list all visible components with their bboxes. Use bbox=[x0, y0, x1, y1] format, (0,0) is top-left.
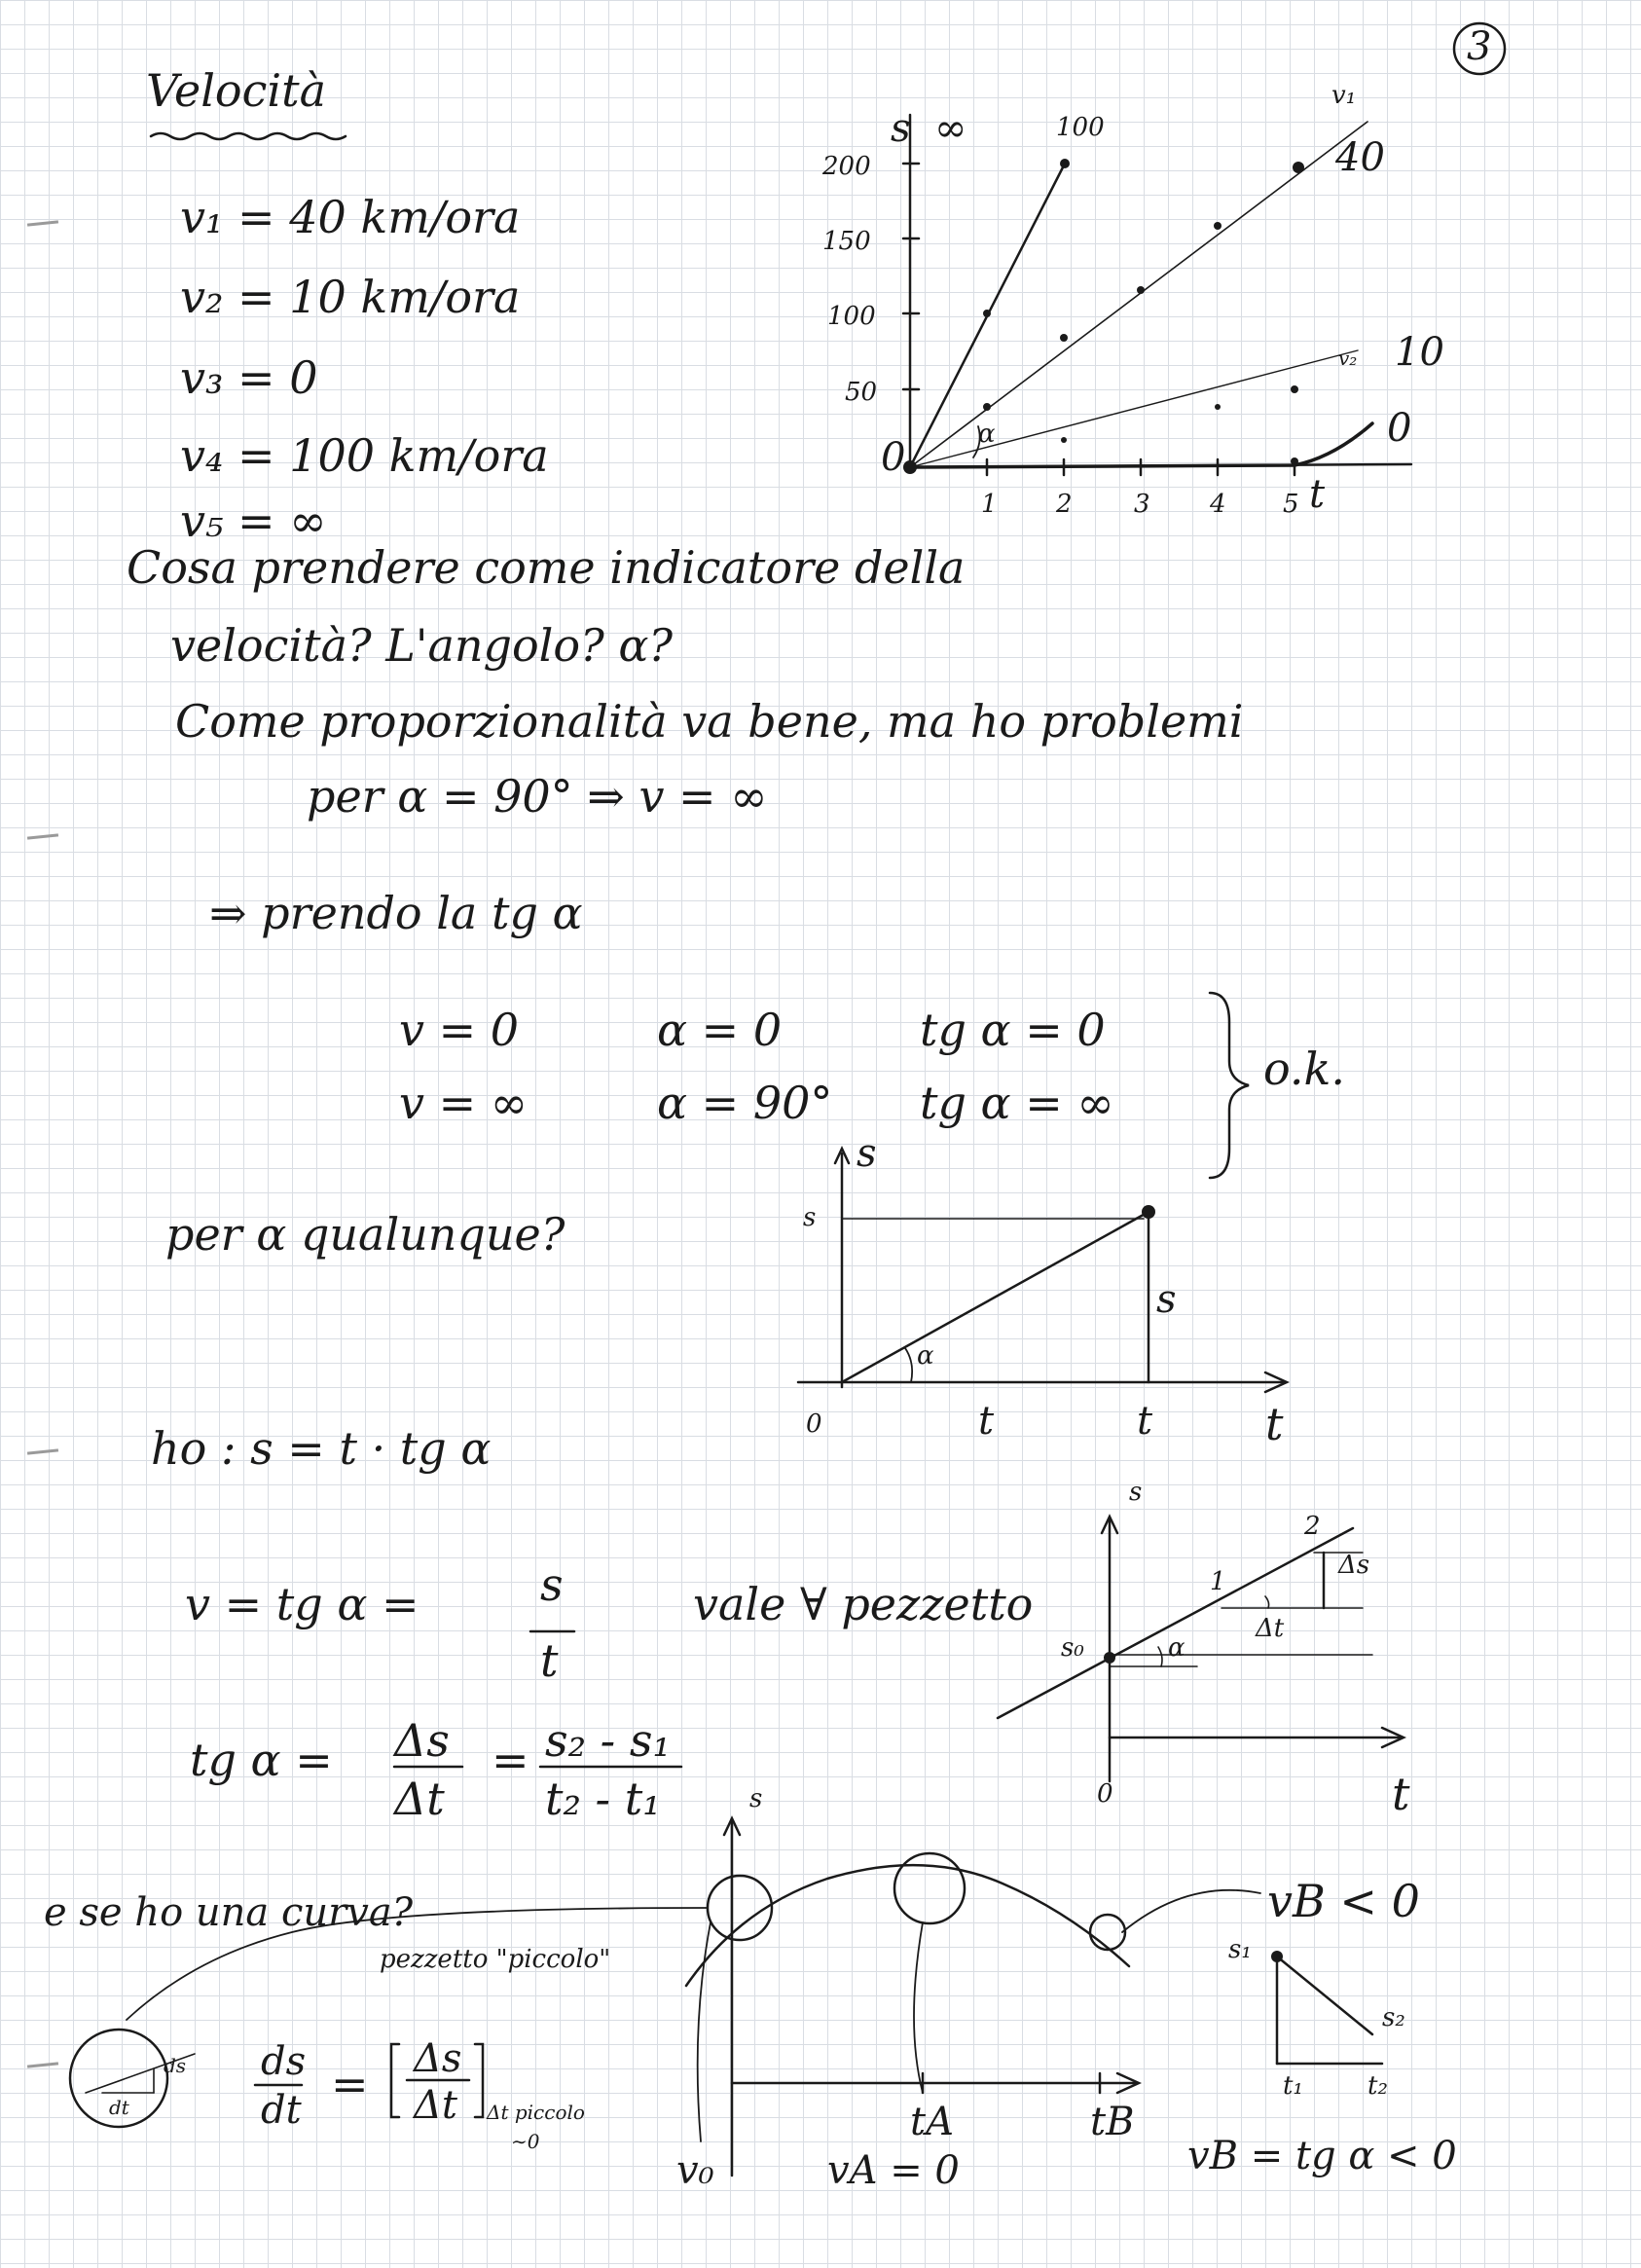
bracket-ds: Δs bbox=[414, 2036, 462, 2081]
chart4-curve bbox=[686, 1865, 1129, 1986]
chart1-ytick: 200 bbox=[822, 152, 871, 181]
t2-label: t₂ bbox=[1368, 2071, 1388, 2101]
chart3-s0: s₀ bbox=[1061, 1633, 1084, 1663]
eq-sign: = bbox=[331, 2058, 369, 2110]
title-underline bbox=[151, 133, 346, 139]
ds-num: ds bbox=[261, 2039, 307, 2084]
question-line: Cosa prendere come indicatore della bbox=[127, 541, 966, 594]
chart1-xtick: 4 bbox=[1210, 490, 1226, 519]
vB-equals-tg: vB = tg α < 0 bbox=[1187, 2134, 1457, 2178]
circle-v0 bbox=[708, 1876, 772, 1940]
table-cell: tg α = 0 bbox=[920, 1004, 1106, 1056]
velocity-item: v₅ = ∞ bbox=[180, 494, 327, 547]
circle-vB bbox=[1090, 1915, 1125, 1950]
chart2-s-tick: s bbox=[803, 1203, 817, 1232]
formula-v-num: s bbox=[540, 1558, 564, 1611]
chart1-xtick: 2 bbox=[1056, 490, 1073, 519]
table-cell: α = 0 bbox=[657, 1004, 783, 1056]
table-cell: α = 90° bbox=[657, 1077, 833, 1129]
table-cell: tg α = ∞ bbox=[920, 1077, 1114, 1129]
chart3-angle-arc bbox=[1265, 1596, 1269, 1608]
formula-v-den: t bbox=[540, 1634, 559, 1687]
chart1-xtick: 3 bbox=[1134, 490, 1150, 519]
chart3-p2: 2 bbox=[1304, 1512, 1321, 1541]
chart2-t-mid: t bbox=[978, 1399, 995, 1444]
chart1-xtick: 5 bbox=[1283, 490, 1299, 519]
line-label-100: 100 bbox=[1056, 113, 1105, 142]
formula-vale: vale ∀ pezzetto bbox=[693, 1578, 1034, 1630]
v1-label: v₁ bbox=[1331, 81, 1357, 110]
question-line: Come proporzionalità va bene, ma ho problemi bbox=[175, 695, 1244, 748]
chart2-t-axis-label: t bbox=[1265, 1398, 1284, 1450]
chart2-s-side: s bbox=[1156, 1277, 1177, 1322]
chart3-angle-arc bbox=[1158, 1647, 1162, 1666]
circle-vA bbox=[894, 1853, 965, 1923]
v2-label: v₂ bbox=[1338, 347, 1358, 370]
formula-v: v = tg α = bbox=[185, 1578, 419, 1630]
t1-label: t₁ bbox=[1283, 2071, 1303, 2101]
curve-question: e se ho una curva? bbox=[44, 1890, 414, 1935]
vA-label: vA = 0 bbox=[827, 2148, 960, 2193]
formula-dt: Δt bbox=[394, 1773, 445, 1825]
chart3-line bbox=[998, 1528, 1353, 1718]
page-title: Velocità bbox=[146, 64, 327, 117]
chart2-origin: 0 bbox=[806, 1409, 822, 1439]
chart3-delta-t: Δt bbox=[1256, 1614, 1285, 1643]
formula-s-equals-t-tg: ho : s = t · tg α bbox=[151, 1422, 492, 1475]
line-v1-40 bbox=[910, 122, 1368, 467]
chart1-xtick: 1 bbox=[981, 490, 998, 519]
ok-brace bbox=[1210, 993, 1249, 1178]
chart2-s-axis-label: s bbox=[857, 1131, 877, 1176]
table-cell: v = ∞ bbox=[399, 1077, 529, 1129]
velocity-item: v₄ = 100 km/ora bbox=[180, 429, 549, 482]
line-label-40: 40 bbox=[1335, 135, 1385, 180]
bracket-dt: Δt bbox=[414, 2083, 457, 2128]
tB-label: tB bbox=[1090, 2100, 1135, 2144]
chart3-t-axis-label: t bbox=[1392, 1768, 1410, 1820]
approx-zero: ∼0 bbox=[511, 2130, 540, 2153]
formula-tg: tg α = bbox=[190, 1734, 333, 1786]
chart3-s-axis-label: s bbox=[1129, 1478, 1143, 1507]
chart4-s-axis-label: s bbox=[749, 1784, 763, 1813]
velocity-item: v₁ = 40 km/ora bbox=[180, 191, 521, 243]
velocity-item: v₂ = 10 km/ora bbox=[180, 271, 521, 323]
vB-less-zero: vB < 0 bbox=[1267, 1875, 1420, 1927]
table-cell: v = 0 bbox=[399, 1004, 520, 1056]
formula-s2s1: s₂ - s₁ bbox=[545, 1714, 671, 1767]
v0-label: v₀ bbox=[676, 2148, 714, 2193]
dt-den: dt bbox=[261, 2088, 302, 2133]
chart1-t-label: t bbox=[1309, 472, 1326, 517]
chart1-angle-label: α bbox=[978, 420, 996, 449]
chart2-angle: α bbox=[917, 1341, 934, 1371]
chart3-delta-s: Δs bbox=[1338, 1551, 1370, 1580]
chart1-ytick: 50 bbox=[845, 378, 878, 407]
pezzetto-piccolo: pezzetto "piccolo" bbox=[380, 1945, 611, 1974]
line-label-0: 0 bbox=[1387, 406, 1412, 451]
chart1-ytick: 100 bbox=[827, 302, 876, 331]
question-alpha-any: per α qualunque? bbox=[165, 1208, 565, 1261]
question-line: velocità? L'angolo? α? bbox=[170, 619, 674, 672]
limit-label: Δt piccolo bbox=[487, 2101, 585, 2124]
chart-s-equals-t-tg bbox=[798, 1149, 1287, 1392]
chart1-s-label: s bbox=[891, 106, 911, 151]
chart1-origin: 0 bbox=[881, 435, 906, 480]
line-label-infinity: ∞ bbox=[934, 106, 967, 151]
question-line: per α = 90° ⇒ v = ∞ bbox=[307, 770, 768, 823]
formula-ds: Δs bbox=[394, 1714, 450, 1767]
chart2-line bbox=[842, 1212, 1149, 1382]
chart3-p1: 1 bbox=[1210, 1567, 1226, 1596]
question-line: ⇒ prendo la tg α bbox=[209, 887, 583, 939]
chart3-angle: α bbox=[1168, 1633, 1185, 1663]
velocity-item: v₃ = 0 bbox=[180, 351, 318, 404]
page-number: 3 bbox=[1467, 24, 1492, 69]
circle-ds: ds bbox=[164, 2054, 187, 2077]
chart3-origin: 0 bbox=[1097, 1779, 1113, 1809]
chart2-angle-arc bbox=[905, 1348, 912, 1382]
chart1-ytick: 150 bbox=[822, 227, 871, 256]
line-label-10: 10 bbox=[1395, 330, 1444, 375]
formula-eq: = bbox=[492, 1734, 529, 1786]
ok-label: o.k. bbox=[1263, 1043, 1346, 1095]
formula-t2t1: t₂ - t₁ bbox=[545, 1773, 661, 1825]
s1-label: s₁ bbox=[1228, 1935, 1252, 1964]
s2-label: s₂ bbox=[1382, 2003, 1405, 2032]
tA-label: tA bbox=[910, 2100, 954, 2144]
chart2-t-tick: t bbox=[1137, 1399, 1153, 1444]
circle-dt: dt bbox=[109, 2096, 129, 2119]
